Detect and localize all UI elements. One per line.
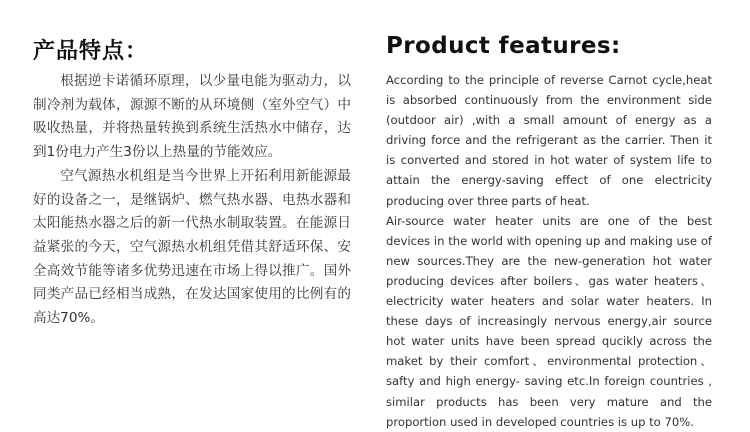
- chinese-paragraph-1: 根据逆卡诺循环原理，以少量电能为驱动力，以制冷剂为载体，源源不断的从环境侧（室外空气）中吸收热量，并将热量转换到系统生活热水中储存，达到1份电力产生3份以上热量的节能效应。: [33, 73, 351, 161]
- english-paragraph-1: According to the principle of reverse Carnot cycle,heat is absorbed continuously from the environment side (outdoor air) ,with a small amount of energy as a driving force and the refrigerant as the carrier. Then it is converted and stored in hot water of system life to attain the energy-saving effect of one electricity producing over three parts of heat.: [386, 73, 712, 208]
- english-paragraph-2: Air-source water heater units are one of the best devices in the world with opening up and making use of new sources.They are the new-generation hot water producing devices after boilers、gas water heaters、electricity water heaters and solar water heaters. In these days of increasingly nervous energy,air source hot water units have been spread qucikly across the maket by their comfort、environmental protection、safty and high energy- saving etc.In foreign countries , similar products has been very mature and the proportion used in developed countries is up to 70%.: [386, 213, 712, 429]
- english-body: [386, 70, 712, 432]
- english-heading: Product features:: [386, 33, 621, 59]
- chinese-heading: 产品特点：: [33, 39, 149, 64]
- chinese-paragraph-2: 空气源热水机组是当今世界上开拓利用新能源最好的设备之一，是继锅炉、燃气热水器、电热水器和太阳能热水器之后的新一代热水制取装置。在能源日益紧张的今天，空气源热水机组凭借其舒适环保、安全高效节能等诸多优势迅速在市场上得以推广。国外同类产品已经相当成熟，在发达国家使用的比例有的高达70%。: [33, 167, 351, 327]
- chinese-body: [33, 70, 351, 331]
